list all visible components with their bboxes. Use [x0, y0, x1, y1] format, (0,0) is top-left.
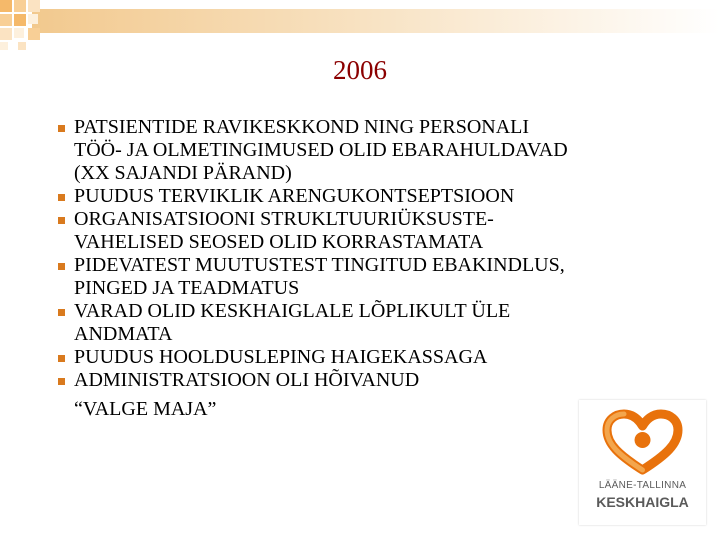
- bullet-line: TÖÖ- JA OLMETINGIMUSED OLID EBARAHULDAVAD: [74, 139, 568, 161]
- bullet-item: [58, 300, 658, 346]
- bullet-list: [58, 116, 658, 421]
- bullet-line: “VALGE MAJA”: [74, 398, 217, 420]
- bullet-line: ANDMATA: [74, 323, 173, 345]
- logo-text-line2: KESKHAIGLA: [596, 494, 689, 510]
- bullet-square-icon: [58, 263, 65, 270]
- bullet-square-icon: [58, 125, 65, 132]
- bullet-line: PUUDUS TERVIKLIK ARENGUKONTSEPTSIOON: [74, 185, 515, 207]
- bullet-square-icon: [58, 217, 65, 224]
- bullet-square-icon: [58, 194, 65, 201]
- bullet-item: [58, 116, 658, 185]
- bullet-item: [58, 369, 658, 421]
- bullet-item: [58, 254, 658, 300]
- logo-text-line1: LÄÄNE-TALLINNA: [598, 480, 687, 491]
- decorative-corner-squares: [0, 0, 720, 60]
- bullet-line: VAHELISED SEOSED OLID KORRASTAMATA: [74, 231, 484, 253]
- bullet-item: [58, 185, 658, 208]
- bullet-item: [58, 208, 658, 254]
- bullet-line: PUUDUS HOOLDUSLEPING HAIGEKASSAGA: [74, 346, 488, 368]
- slide-title: 2006: [333, 55, 387, 85]
- bullet-line: PATSIENTIDE RAVIKESKKOND NING PERSONALI: [74, 116, 530, 138]
- bullet-line: PINGED JA TEADMATUS: [74, 277, 300, 299]
- hospital-logo: [579, 400, 706, 525]
- heart-logo-icon: [579, 400, 706, 480]
- bullet-square-icon: [58, 355, 65, 362]
- bullet-square-icon: [58, 309, 65, 316]
- bullet-square-icon: [58, 378, 65, 385]
- bullet-line: VARAD OLID KESKHAIGLALE LÕPLIKULT ÜLE: [74, 300, 511, 322]
- bullet-line: (XX SAJANDI PÄRAND): [74, 162, 292, 184]
- bullet-line: PIDEVATEST MUUTUSTEST TINGITUD EBAKINDLUS,: [74, 254, 565, 276]
- bullet-line: ORGANISATSIOONI STRUKLTUURIÜKSUSTE-: [74, 208, 494, 230]
- bullet-line: ADMINISTRATSIOON OLI HÕIVANUD: [74, 369, 420, 391]
- bullet-item: [58, 346, 658, 369]
